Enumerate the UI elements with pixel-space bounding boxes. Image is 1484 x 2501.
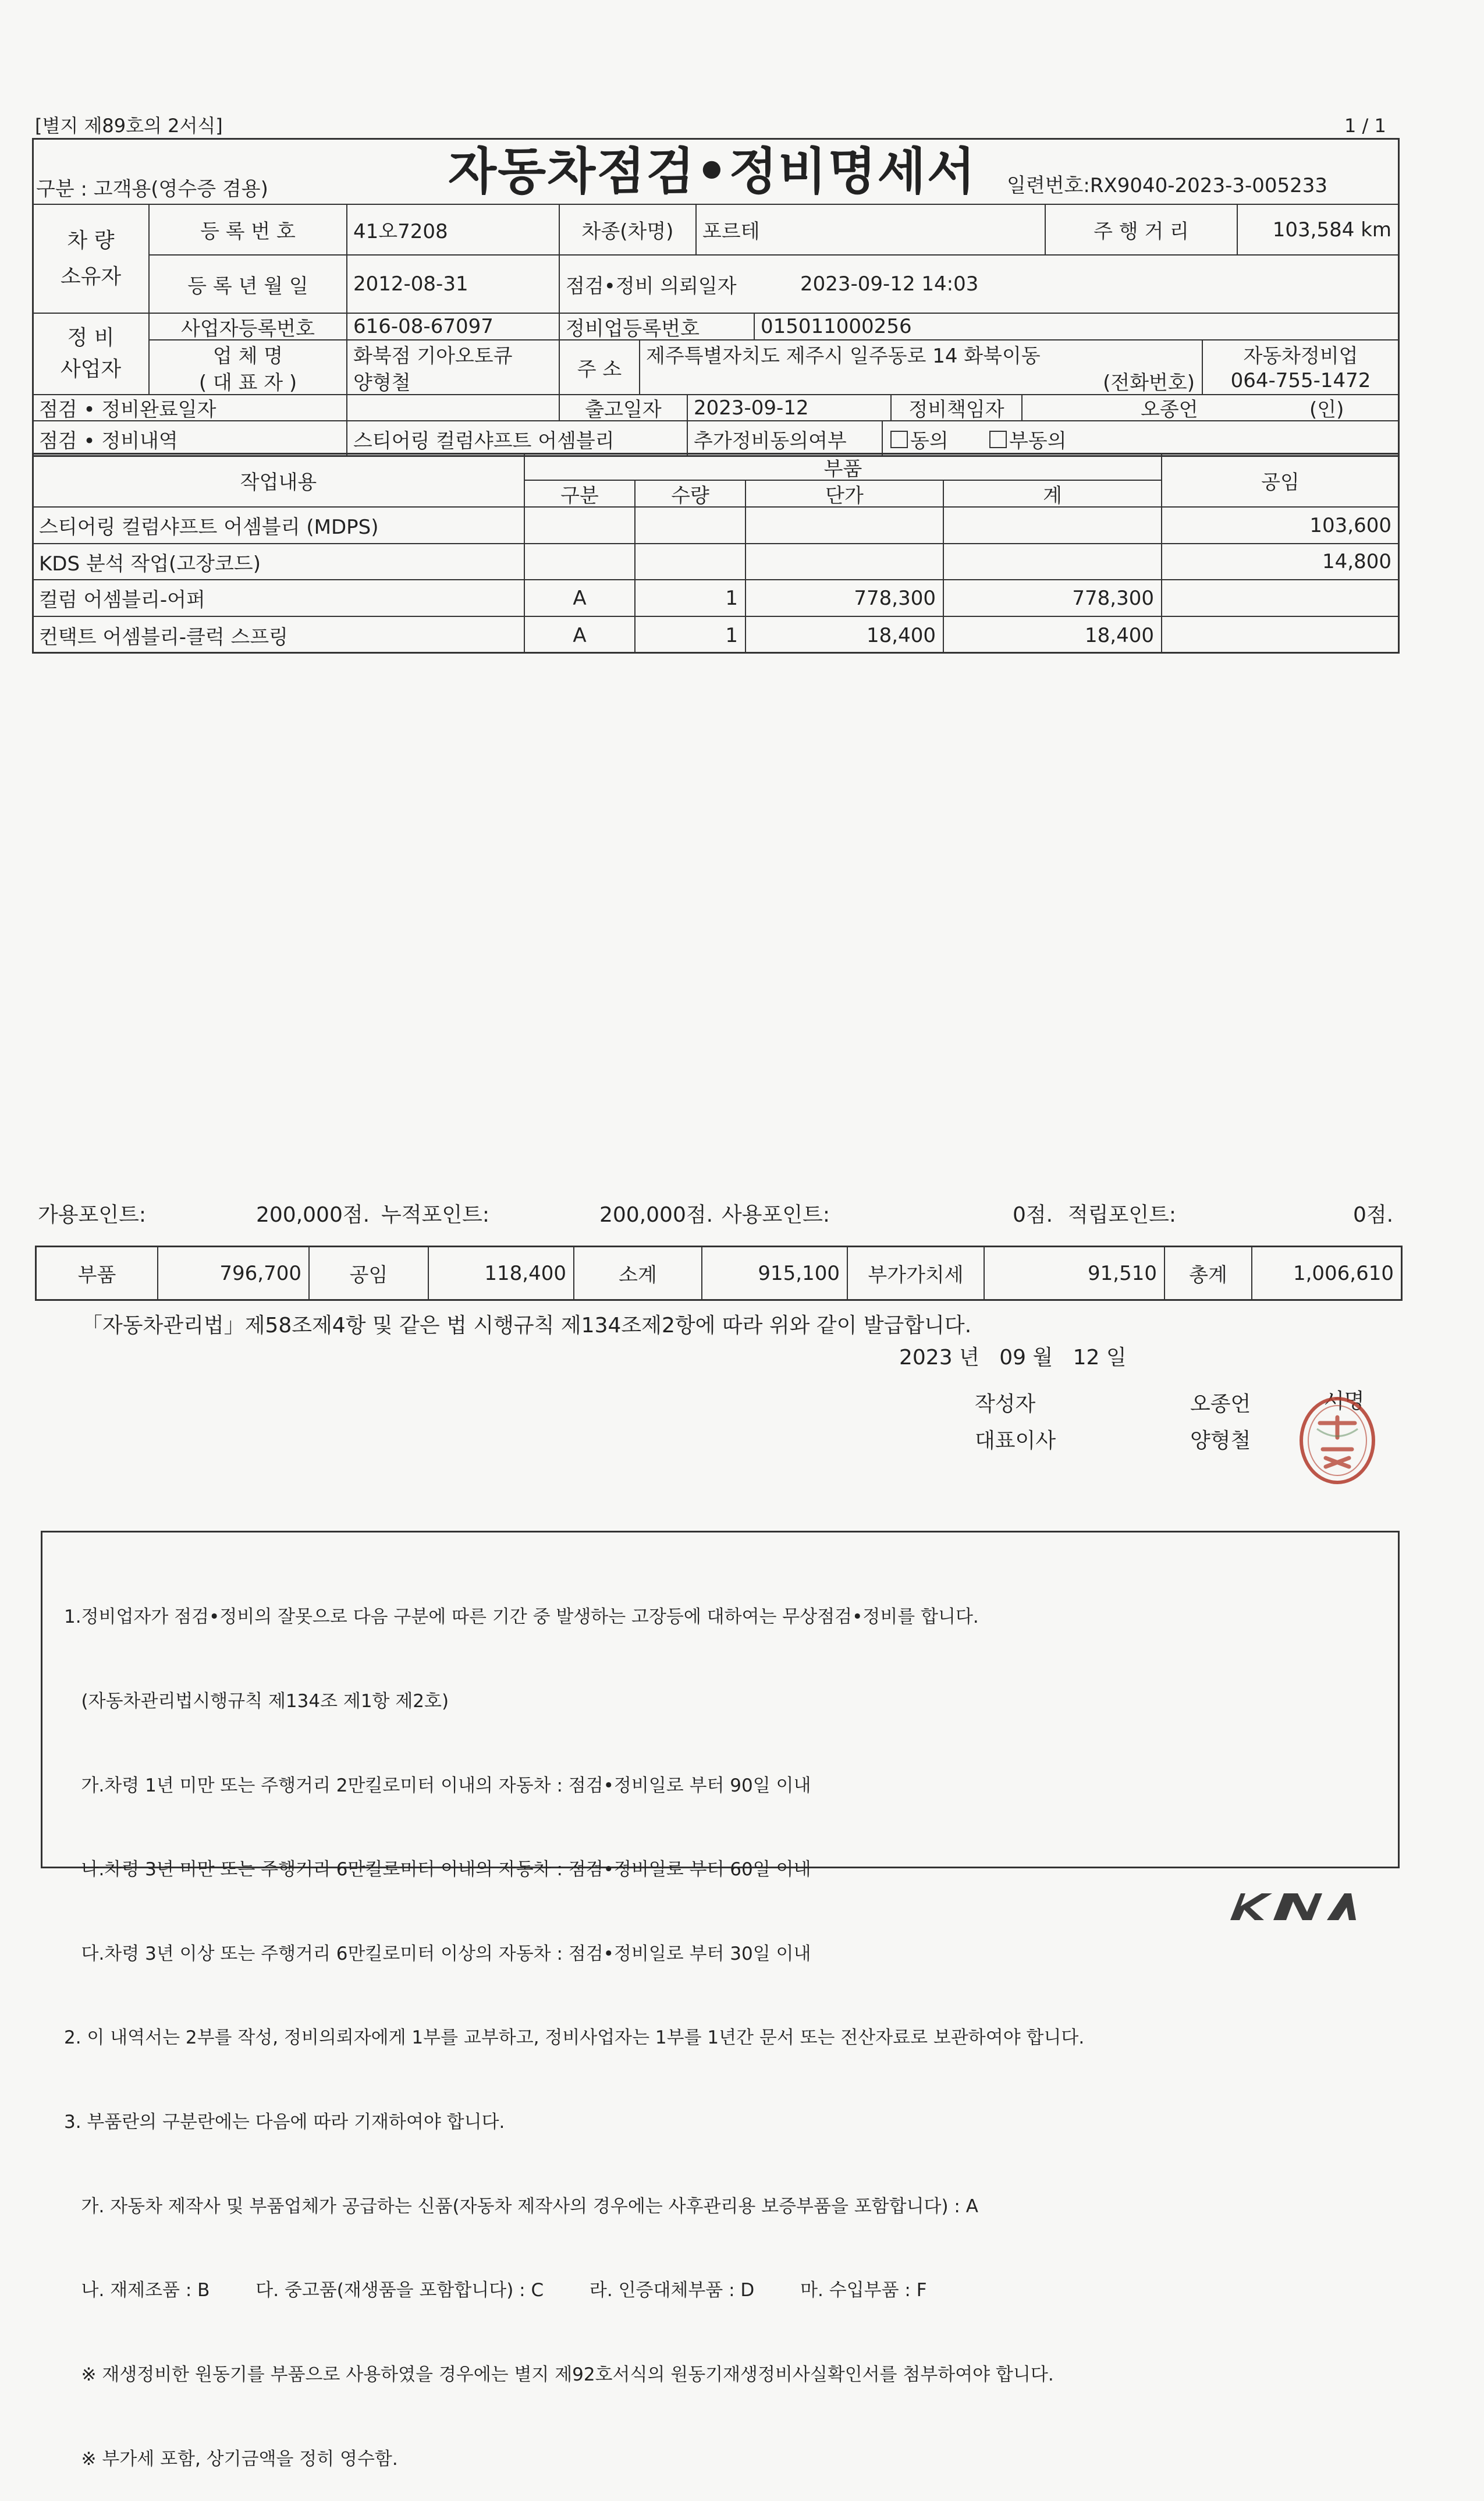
category-label: 구분 : 고객용(영수증 겸용) bbox=[36, 178, 268, 201]
day-unit: 일 bbox=[1106, 1346, 1127, 1370]
ceo-name: 양형철 bbox=[1190, 1429, 1251, 1453]
accumulated-points-label: 누적포인트: bbox=[381, 1203, 490, 1227]
grand-total-label: 총계 bbox=[1189, 1264, 1227, 1287]
mileage-label: 주 행 거 리 bbox=[1094, 220, 1189, 243]
biz-no-value: 616-08-67097 bbox=[353, 315, 494, 338]
row-labor: 14,800 bbox=[1322, 550, 1391, 573]
disagree-option[interactable] bbox=[984, 421, 1129, 457]
row-work: 스티어링 컬럼샤프트 어셈블리 (MDPS) bbox=[39, 516, 379, 539]
note-line: 다.차령 3년 이상 또는 주행거리 6만킬로미터 이상의 자동차 : 점검•정비일로 부터 30일 이내 bbox=[64, 1943, 811, 1964]
labor-total-value: 118,400 bbox=[484, 1261, 566, 1285]
row-unit-price: 18,400 bbox=[867, 623, 936, 647]
address-value: 제주특별자치도 제주시 일주동로 14 화북이동 bbox=[646, 344, 1041, 367]
note-line: (자동차관리법시행규칙 제134조 제1항 제2호) bbox=[64, 1691, 449, 1712]
sum-header: 계 bbox=[1043, 484, 1062, 506]
agree-label: 동의 bbox=[910, 430, 949, 453]
consent-label: 추가정비동의여부 bbox=[694, 430, 847, 453]
manager-seal-mark: (인) bbox=[1309, 398, 1344, 420]
used-points-value: 0점. bbox=[1013, 1203, 1053, 1227]
subtotal-value: 915,100 bbox=[758, 1261, 840, 1285]
note-line: 1.정비업자가 점검•정비의 잘못으로 다음 구분에 따른 기간 중 발생하는 고장등에 대하여는 무상점검•정비를 합니다. bbox=[64, 1606, 979, 1628]
sign-label: 서명 bbox=[1324, 1389, 1365, 1413]
row-work: 컬럼 어셈블리-어퍼 bbox=[39, 588, 205, 612]
parts-header: 부품 bbox=[823, 457, 862, 480]
release-date-label: 출고일자 bbox=[585, 398, 662, 420]
phone-label: (전화번호) bbox=[1103, 371, 1195, 394]
row-type: A bbox=[573, 586, 587, 610]
issue-statement: 「자동차관리법」제58조제4항 및 같은 법 시행규칙 제134조제2항에 따라 위와 같이 발급합니다. bbox=[81, 1314, 972, 1338]
row-unit-price: 778,300 bbox=[854, 586, 936, 610]
shop-name-value: 화북점 기아오토큐 bbox=[353, 344, 513, 367]
row-sum: 778,300 bbox=[1072, 586, 1154, 610]
shop-reg-value: 015011000256 bbox=[761, 315, 912, 338]
note-line: 3. 부품란의 구분란에는 다음에 따라 기재하여야 합니다. bbox=[64, 2112, 505, 2133]
year-unit: 년 bbox=[959, 1346, 979, 1370]
qty-header: 수량 bbox=[671, 484, 709, 506]
reg-date-label: 등 록 년 월 일 bbox=[187, 274, 308, 298]
kia-logo bbox=[1228, 1889, 1359, 1924]
row-labor: 103,600 bbox=[1309, 513, 1391, 537]
subtotal-label: 소계 bbox=[619, 1264, 657, 1287]
address-label: 주 소 bbox=[577, 357, 622, 381]
available-points-value: 200,000점. bbox=[256, 1203, 370, 1227]
available-points-label: 가용포인트: bbox=[38, 1203, 147, 1227]
representative-label: ( 대 표 자 ) bbox=[198, 371, 297, 394]
notes-list bbox=[64, 1547, 1084, 2501]
parts-total-label: 부품 bbox=[77, 1264, 116, 1287]
used-points-label: 사용포인트: bbox=[722, 1203, 830, 1227]
company-seal-stamp bbox=[1297, 1394, 1378, 1487]
reg-date-value: 2012-08-31 bbox=[353, 272, 468, 296]
labor-header: 공임 bbox=[1261, 470, 1300, 494]
biz-no-label: 사업자등록번호 bbox=[181, 317, 315, 339]
representative-value: 양형철 bbox=[353, 371, 411, 394]
manager-name: 오종언 bbox=[1141, 398, 1198, 420]
note-line: 나. 재제조품 : B 다. 중고품(재생품을 포함합니다) : C 라. 인증대체부품 : D 마. 수입부품 : F bbox=[64, 2280, 927, 2301]
note-line: 나.차령 3년 미만 또는 주행거리 6만킬로미터 이내의 자동차 : 점검•정비일로 부터 60일 이내 bbox=[64, 1859, 811, 1881]
note-line: 가.차령 1년 미만 또는 주행거리 2만킬로미터 이내의 자동차 : 점검•정비일로 부터 90일 이내 bbox=[64, 1775, 811, 1796]
release-date-value: 2023-09-12 bbox=[694, 396, 809, 420]
row-work: 컨택트 어셈블리-클럭 스프링 bbox=[39, 626, 289, 649]
earned-points-label: 적립포인트: bbox=[1068, 1203, 1177, 1227]
row-qty: 1 bbox=[725, 623, 738, 647]
issue-year: 2023 bbox=[899, 1346, 953, 1370]
serial-number: 일련번호:RX9040-2023-3-005233 bbox=[1007, 174, 1328, 197]
row-qty: 1 bbox=[725, 586, 738, 610]
row-work: KDS 분석 작업(고장코드) bbox=[39, 552, 261, 576]
model-value: 포르테 bbox=[702, 220, 760, 243]
completion-date-label: 점검 • 정비완료일자 bbox=[39, 398, 216, 420]
shop-reg-label: 정비업등록번호 bbox=[566, 317, 700, 339]
shop-name-label: 업 체 명 bbox=[212, 344, 283, 367]
reg-no-value: 41오7208 bbox=[353, 220, 448, 243]
row-type: A bbox=[573, 623, 587, 647]
earned-points-value: 0점. bbox=[1353, 1203, 1394, 1227]
ceo-label: 대표이사 bbox=[975, 1429, 1056, 1453]
note-line: ※ 재생정비한 원동기를 부품으로 사용하였을 경우에는 별지 제92호서식의 원동기재생정비사실확인서를 첨부하여야 합니다. bbox=[64, 2364, 1054, 2385]
document-title: 자동차점검•정비명세서 bbox=[448, 142, 977, 201]
note-line: ※ 부가세 포함, 상기금액을 정히 영수함. bbox=[64, 2448, 398, 2470]
type-header: 구분 bbox=[560, 484, 599, 506]
agree-option[interactable] bbox=[885, 421, 989, 457]
work-header: 작업내용 bbox=[240, 470, 317, 494]
vat-label: 부가가치세 bbox=[868, 1264, 964, 1287]
mileage-value: 103,584 km bbox=[1272, 218, 1391, 242]
shop-section-label: 정 비 사업자 bbox=[60, 326, 122, 381]
form-reference: [별지 제89호의 2서식] bbox=[35, 115, 223, 137]
writer-label: 작성자 bbox=[975, 1392, 1036, 1416]
phone-value: 064-755-1472 bbox=[1230, 369, 1371, 392]
issue-day: 12 bbox=[1073, 1346, 1100, 1370]
row-sum: 18,400 bbox=[1085, 623, 1154, 647]
content-value: 스티어링 컬럼샤프트 어셈블리 bbox=[353, 430, 615, 453]
page-number: 1 / 1 bbox=[1344, 115, 1386, 137]
issue-date bbox=[899, 1347, 1127, 1368]
disagree-label: 부동의 bbox=[1009, 430, 1067, 453]
month-unit: 월 bbox=[1032, 1346, 1053, 1370]
note-line: 2. 이 내역서는 2부를 작성, 정비의뢰자에게 1부를 교부하고, 정비사업자는 1부를 1년간 문서 또는 전산자료로 보관하여야 합니다. bbox=[64, 2027, 1085, 2049]
content-label: 점검 • 정비내역 bbox=[39, 430, 178, 453]
grand-total-value: 1,006,610 bbox=[1293, 1261, 1394, 1285]
request-date-value: 2023-09-12 14:03 bbox=[800, 272, 979, 296]
owner-section-label: 차 량 소유자 bbox=[60, 229, 122, 289]
agree-checkbox[interactable] bbox=[890, 431, 908, 448]
reg-no-label: 등 록 번 호 bbox=[200, 220, 296, 243]
business-type: 자동차정비업 bbox=[1243, 344, 1358, 367]
vat-value: 91,510 bbox=[1088, 1261, 1157, 1285]
labor-total-label: 공임 bbox=[349, 1264, 388, 1287]
note-line: 가. 자동차 제작사 및 부품업체가 공급하는 신품(자동차 제작사의 경우에는 사후관리용 보증부품을 포함합니다) : A bbox=[64, 2195, 978, 2217]
manager-label: 정비책임자 bbox=[908, 398, 1004, 420]
request-date-label: 점검•정비 의뢰일자 bbox=[566, 274, 737, 298]
accumulated-points-value: 200,000점. bbox=[599, 1203, 713, 1227]
issue-month: 09 bbox=[999, 1346, 1027, 1370]
unit-price-header: 단가 bbox=[825, 484, 864, 506]
writer-name: 오종언 bbox=[1190, 1392, 1251, 1416]
model-label: 차종(차명) bbox=[581, 220, 674, 243]
disagree-checkbox[interactable] bbox=[989, 431, 1007, 448]
parts-total-value: 796,700 bbox=[219, 1261, 301, 1285]
